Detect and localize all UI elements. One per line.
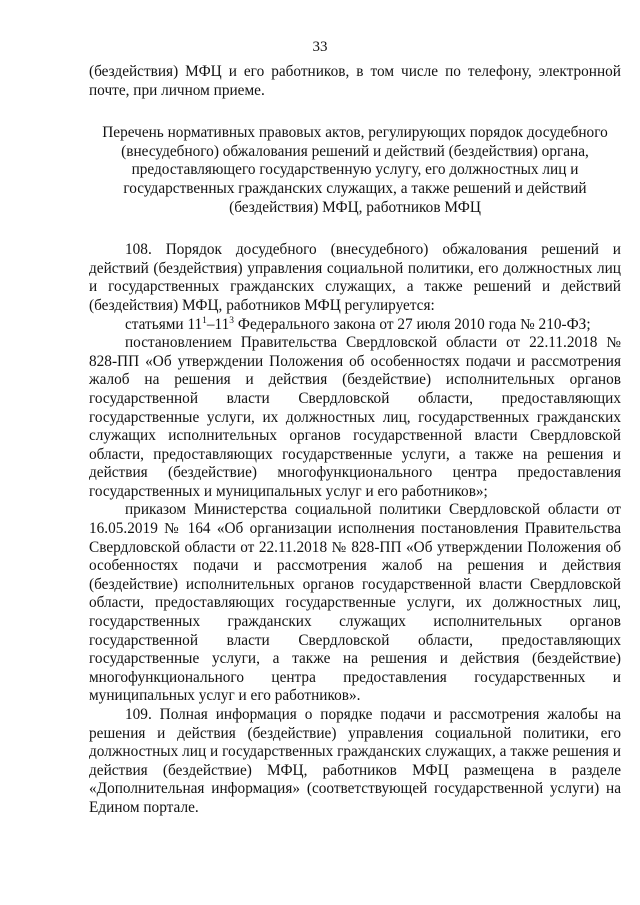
law-articles-prefix: статьями 11 [125,315,203,333]
law-articles-sup1: 1 [202,315,207,326]
law-articles-sup2: 3 [229,315,235,326]
paragraph-108: 108. Порядок досудебного (внесудебного) обжалования решений и действий (бездействия) управления социальной политики, его должностных лиц и государственных гражданских служащих, а также решений и действий (бездействия) МФЦ, работников МФЦ регулируется: [89,241,621,314]
law-articles-suffix: Федерального закона от 27 июля 2010 года № 210-ФЗ; [234,315,591,333]
continuation-paragraph: (бездействия) МФЦ и его работников, в том числе по телефону, электронной почте, при личном приеме. [89,63,621,99]
law-articles-dash: –11 [206,315,230,333]
paragraph-109: 109. Полная информация о порядке подачи и рассмотрения жалобы на решения и действия (бездействие) управления социальной политики, его должностных лиц и государственных гражданских служащих, а также решения и действия (бездействие) МФЦ, работников МФЦ размещена в разделе «Дополнительная информация» (соответствующей государственной услуги) на Едином портале. [89,706,621,816]
page-content [89,63,621,818]
law-articles-item [89,316,621,335]
government-decree-item: постановлением Правительства Свердловской области от 22.11.2018 № 828-ПП «Об утверждении Положения об особенностях подачи и рассмотрения жалоб на решения и действия (бездействие) исполнительных органов государственной власти Свердловской области, предоставляющих государственные услуги, их должностных лиц, государственных гражданских служащих исполнительных органов государственной власти Свердловской области, предоставляющих государственные услуги, а также на решения и действия (бездействие) многофункционального центра предоставления государственных и муниципальных услуг и его работников»; [89,334,621,500]
section-heading: Перечень нормативных правовых актов, регулирующих порядок досудебного (внесудебного) обжалования решений и действий (бездействия) органа, предоставляющего государственную услугу, его должностных лиц и государственных гражданских служащих, а также решений и действий (бездействия) МФЦ, работников МФЦ [102,124,608,216]
ministry-order-item: приказом Министерства социальной политики Свердловской области от 16.05.2019 № 164 «Об организации исполнения постановления Правительства Свердловской области от 22.11.2018 № 828-ПП «Об утверждении Положения об особенностях подачи и рассмотрения жалоб на решения и действия (бездействие) исполнительных органов государственной власти Свердловской области, предоставляющих государственные услуги, их должностных лиц, государственных гражданских служащих исполнительных органов государственной власти Свердловской области, предоставляющих государственные услуги, а также на решения и действия (бездействие) многофункционального центра предоставления государственных и муниципальных услуг и его работников». [89,501,621,705]
page-number: 33 [312,39,328,55]
